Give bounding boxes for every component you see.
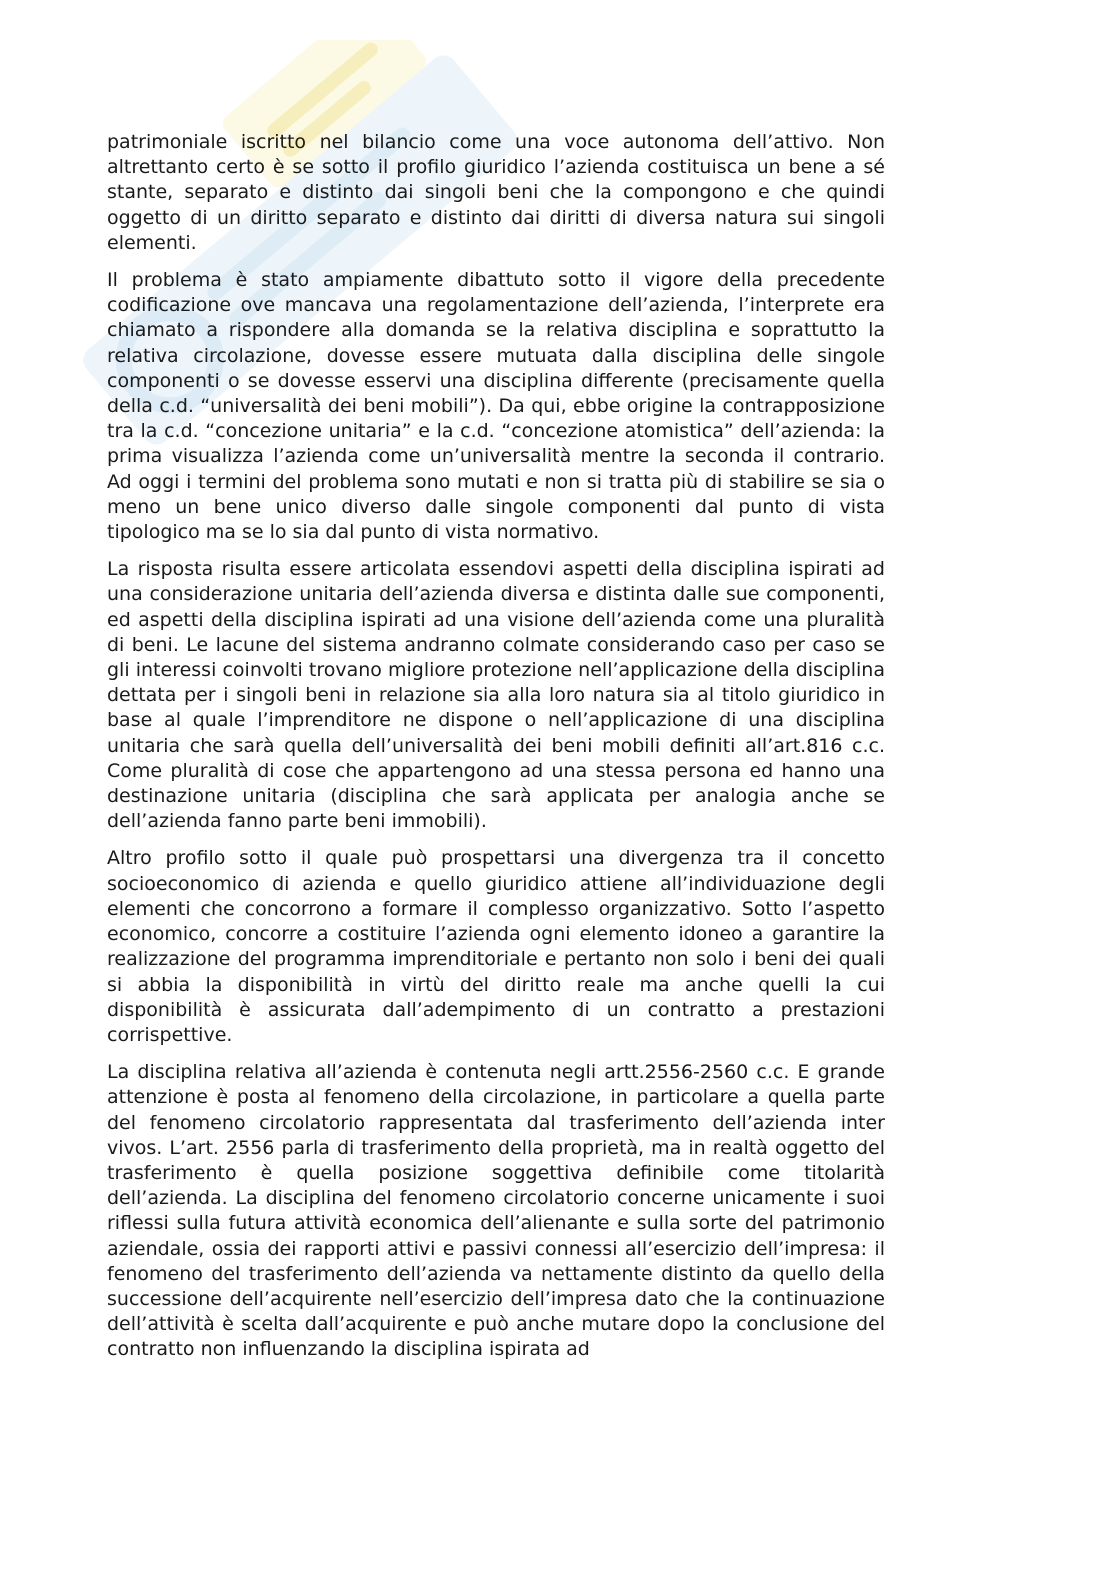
paragraph-2: Il problema è stato ampiamente dibattuto sotto il vigore della precedente codificazione ove mancava una regolamentazione dell’azienda, l’interprete era chiamato a rispondere alla domanda se la relativa disciplina e soprattutto la relativa circolazione, dovesse essere mutuata dalla disciplina delle singole componenti o se dovesse esservi una disciplina differente (precisamente quella della c.d. “universalità dei beni mobili”). Da qui, ebbe origine la contrapposizione tra la c.d. “concezione unitaria” e la c.d. “concezione atomistica” dell’azienda: la prima visualizza l’azienda come un’universalità mentre la seconda il contrario. Ad oggi i termini del problema sono mutati e non si tratta più di stabilire se sia o meno un bene unico diverso dalle singole componenti dal punto di vista tipologico ma se lo sia dal punto di vista normativo.: [107, 269, 885, 544]
paragraph-3: La risposta risulta essere articolata essendovi aspetti della disciplina ispirati ad una considerazione unitaria dell’azienda diversa e distinta dalle sue componenti, ed aspetti della disciplina ispirati ad una visione dell’azienda come una pluralità di beni. Le lacune del sistema andranno colmate considerando caso per caso se gli interessi coinvolti trovano migliore protezione nell’applicazione della disciplina dettata per i singoli beni in relazione sia alla loro natura sia al titolo giuridico in base al quale l’imprenditore ne dispone o nell’applicazione di una disciplina unitaria che sarà quella dell’universalità dei beni mobili definiti all’art.816 c.c. Come pluralità di cose che appartengono ad una stessa persona ed hanno una destinazione unitaria (disciplina che sarà applicata per analogia anche se dell’azienda fanno parte beni immobili).: [107, 558, 885, 833]
paragraph-1: patrimoniale iscritto nel bilancio come una voce autonoma dell’attivo. Non altrettanto certo è se sotto il profilo giuridico l’azienda costituisca un bene a sé stante, separato e distinto dai singoli beni che la compongono e che quindi oggetto di un diritto separato e distinto dai diritti di diversa natura sui singoli elementi.: [107, 131, 885, 254]
paragraph-4: Altro profilo sotto il quale può prospettarsi una divergenza tra il concetto socioeconomico di azienda e quello giuridico attiene all’individuazione degli elementi che concorrono a formare il complesso organizzativo. Sotto l’aspetto economico, concorre a costituire l’azienda ogni elemento idoneo a garantire la realizzazione del programma imprenditoriale e pertanto non solo i beni dei quali si abbia la disponibilità in virtù del diritto reale ma anche quelli la cui disponibilità è assicurata dall’adempimento di un contratto a prestazioni corrispettive.: [107, 847, 885, 1046]
paragraph-5: La disciplina relativa all’azienda è contenuta negli artt.2556-2560 c.c. E grande attenzione è posta al fenomeno della circolazione, in particolare a quella parte del fenomeno circolatorio rappresentata dal trasferimento dell’azienda inter vivos. L’art. 2556 parla di trasferimento della proprietà, ma in realtà oggetto del trasferimento è quella posizione soggettiva definibile come titolarità dell’azienda. La disciplina del fenomeno circolatorio concerne unicamente i suoi riflessi sulla futura attività economica dell’alienante e sulla sorte del patrimonio aziendale, ossia dei rapporti attivi e passivi connessi all’esercizio dell’impresa: il fenomeno del trasferimento dell’azienda va nettamente distinto da quello della successione dell’acquirente nell’esercizio dell’impresa dato che la continuazione dell’attività è scelta dall’acquirente e può anche mutare dopo la conclusione del contratto non influenzando la disciplina ispirata ad: [107, 1061, 885, 1361]
document-page: [107, 130, 885, 1375]
